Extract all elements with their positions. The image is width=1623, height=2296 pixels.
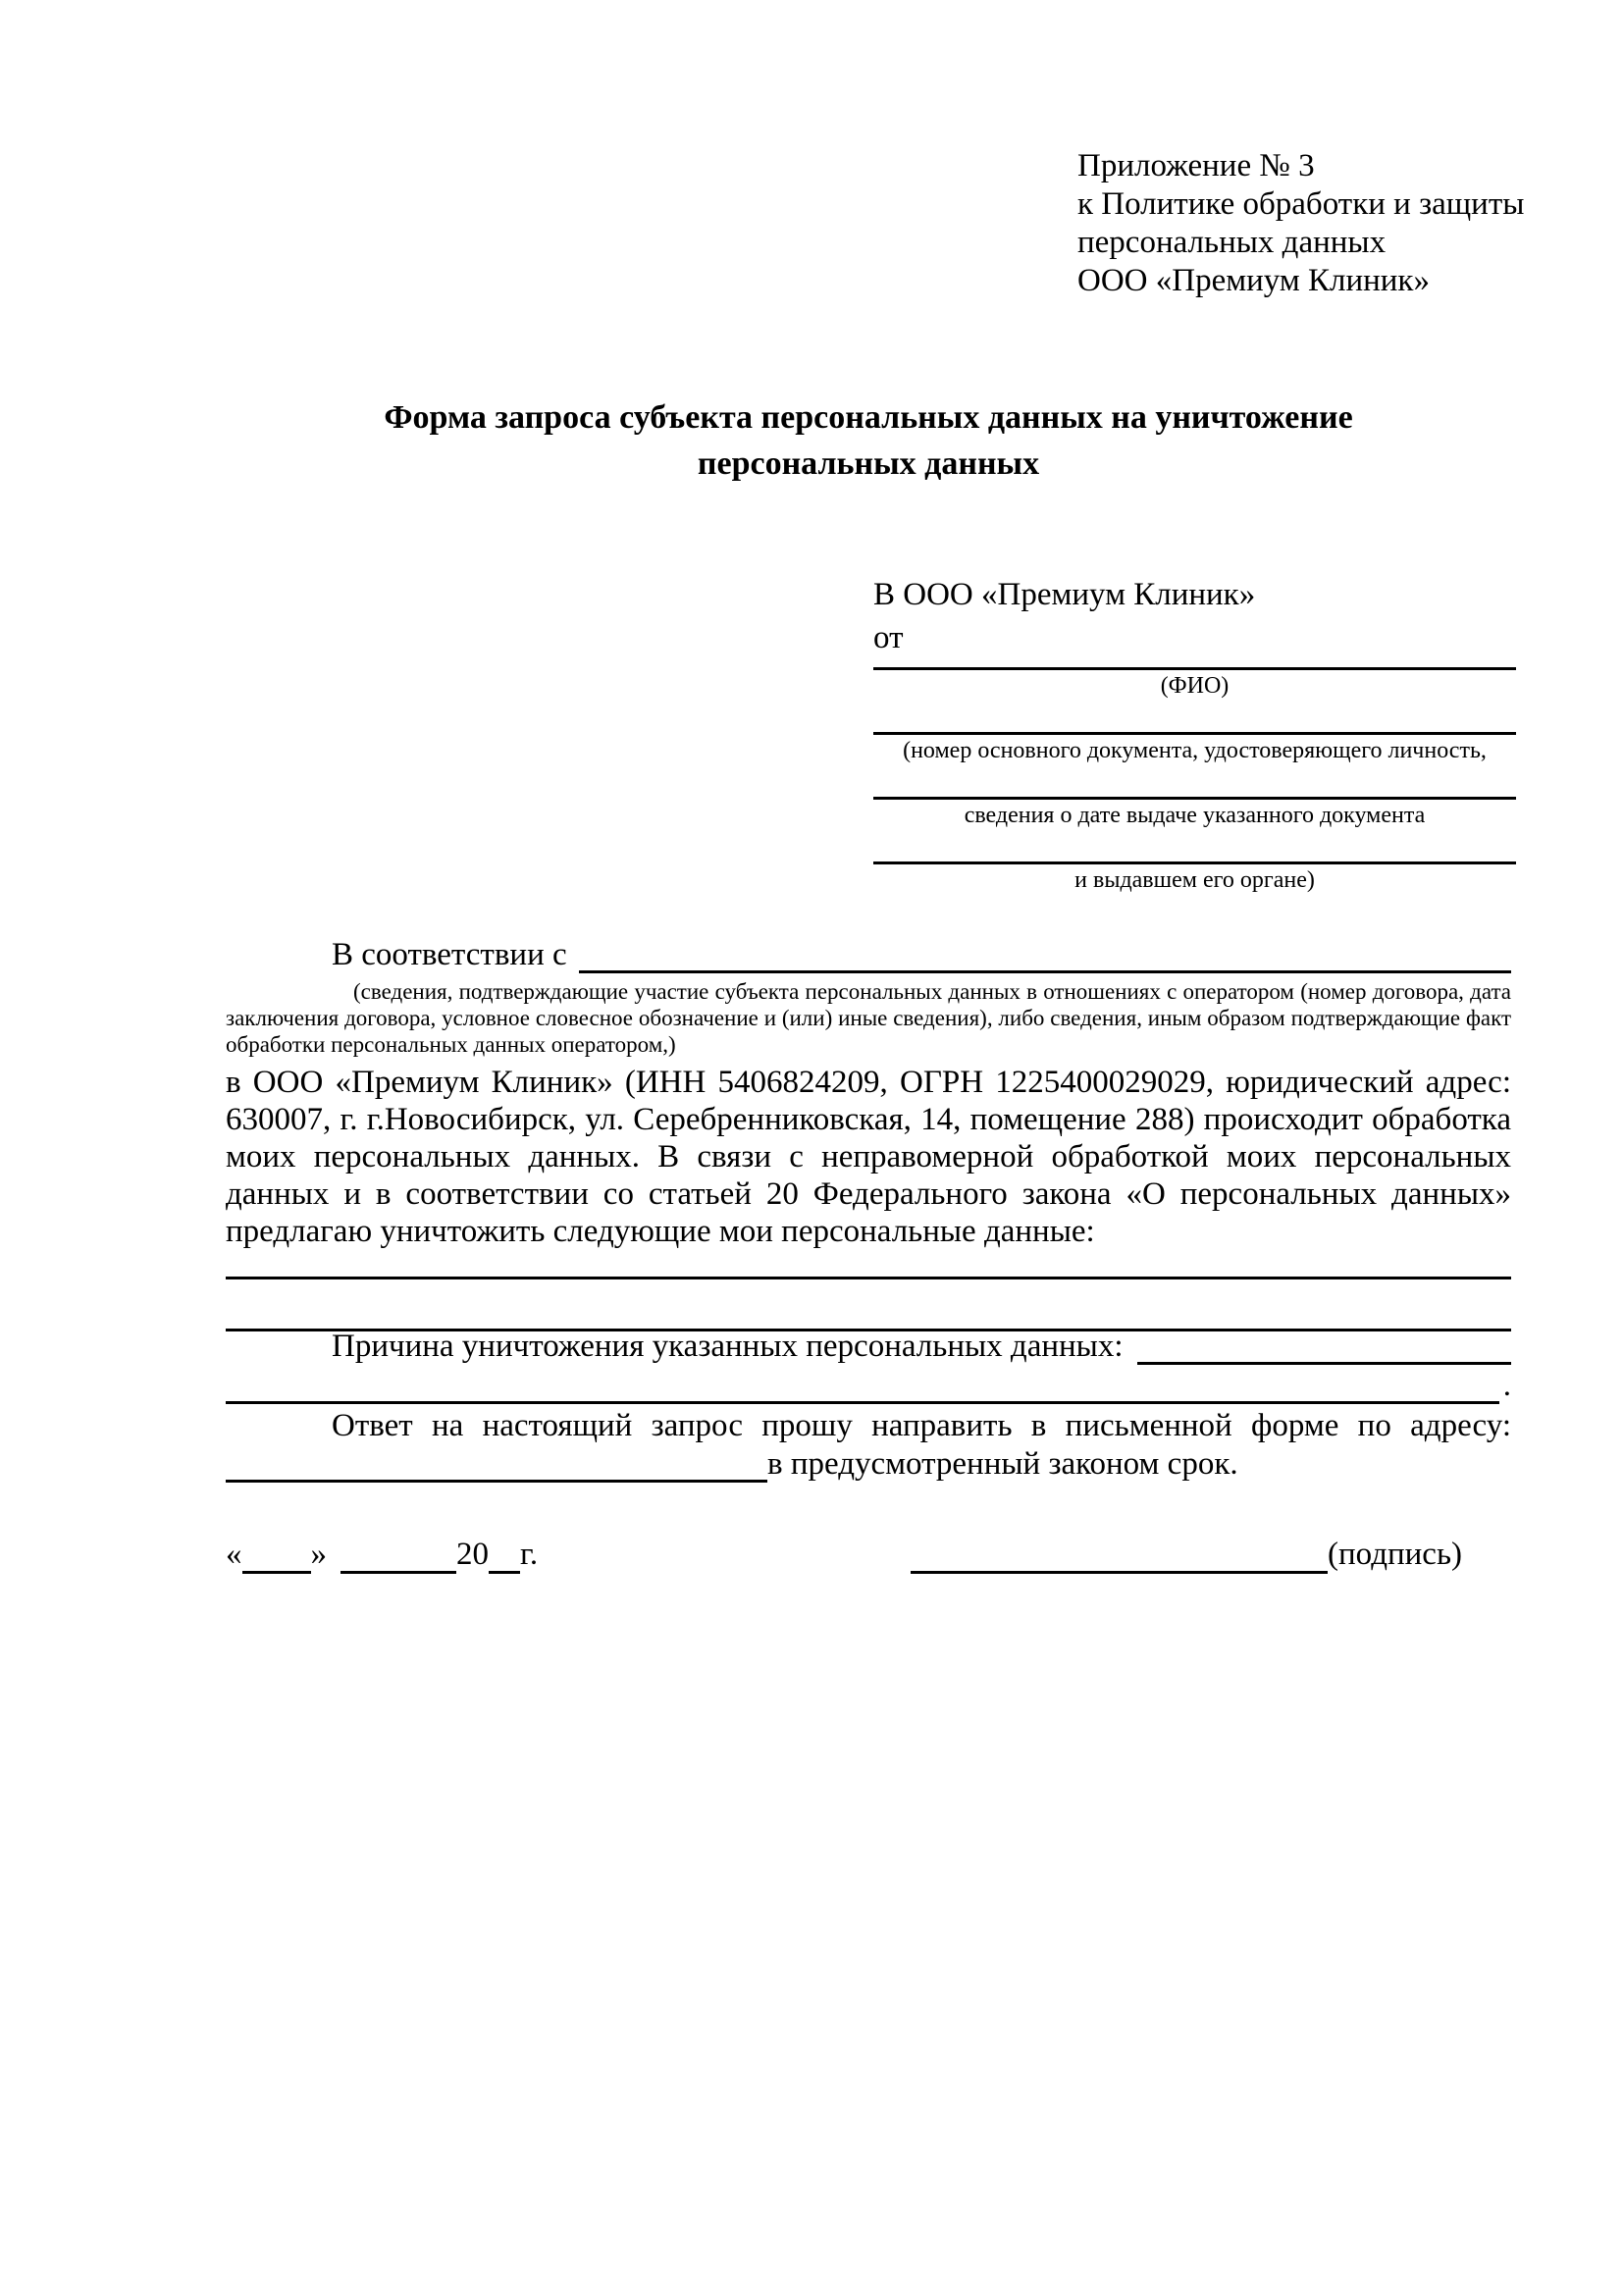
appendix-line-1: Приложение № 3 — [1077, 148, 1315, 183]
issue-date-field-line — [873, 797, 1516, 800]
reason-continuation-row — [226, 1365, 1511, 1404]
identity-document-caption: (номер основного документа, удостоверяющего личность, — [903, 738, 1487, 763]
open-quote: « — [226, 1537, 242, 1572]
reason-row — [226, 1331, 1511, 1365]
appendix-reference — [1077, 147, 1524, 300]
title-line-2: персональных данных — [697, 445, 1040, 482]
data-to-destroy-field-line-2 — [226, 1279, 1511, 1331]
sentence-period: . — [1502, 1368, 1511, 1403]
main-paragraph: в ООО «Премиум Клиник» (ИНН 5406824209, ОГРН 1225400029029, юридический адрес: 630007, г. г.Новосибирск, ул. Серебренниковская, 14, помещение 288) происходит обработка моих персональных данных. В связи с неправомерной обработкой моих персональных данных и в соответствии со статьей 20 Федерального закона «О персональных данных» предлагаю уничтожить следующие мои персональные данные: — [226, 1065, 1511, 1249]
year-field-line — [489, 1568, 520, 1574]
year-prefix: 20 — [456, 1537, 489, 1572]
reason-label: Причина уничтожения указанных персональных данных: — [332, 1329, 1124, 1364]
appendix-line-2: к Политике обработки и защиты — [1077, 186, 1525, 222]
reply-sentence: Ответ на настоящий запрос прошу направить в письменной форме по адресу: — [332, 1408, 1511, 1443]
close-quote: » — [310, 1537, 327, 1572]
addressee-from-label: от — [873, 620, 904, 655]
date-signature-row — [226, 1533, 1511, 1574]
year-suffix: г. — [520, 1537, 539, 1572]
issue-date-caption: сведения о дате выдаче указанного документа — [964, 803, 1426, 828]
document-title — [226, 394, 1511, 487]
title-line-1: Форма запроса субъекта персональных данных на уничтожение — [384, 399, 1353, 436]
issuing-authority-field-line — [873, 861, 1516, 864]
signature-line — [911, 1568, 1328, 1574]
appendix-line-4: ООО «Премиум Клиник» — [1077, 263, 1430, 298]
addressee-to: В ООО «Премиум Клиник» — [873, 577, 1256, 612]
fio-field-line — [873, 667, 1516, 670]
accordance-field-line — [579, 967, 1511, 973]
reply-tail: в предусмотренный законом срок. — [767, 1446, 1238, 1482]
signature-field — [911, 1535, 1462, 1574]
signature-caption: (подпись) — [1328, 1537, 1462, 1572]
month-field-line — [340, 1568, 456, 1574]
appendix-line-3: персональных данных — [1077, 225, 1387, 260]
addressee-block — [873, 573, 1516, 926]
reply-address-field-line — [226, 1477, 767, 1483]
day-field-line — [242, 1568, 311, 1574]
accordance-label: В соответствии с — [332, 937, 567, 972]
date-field — [226, 1535, 538, 1574]
body-section — [226, 932, 1511, 1483]
issuing-authority-caption: и выдавшем его органе) — [1074, 867, 1315, 893]
fio-caption: (ФИО) — [1160, 673, 1230, 699]
identity-document-field-line — [873, 732, 1516, 735]
accordance-note: (сведения, подтверждающие участие субъекта персональных данных в отношениях с оператором (номер договора, дата заключения договора, условное словесное обозначение и (или) иные сведения), либо сведения, иным образом подтверждающие факт обработки персональных данных оператором,) — [226, 979, 1511, 1057]
reason-field-line-2 — [226, 1398, 1499, 1404]
reason-field-line — [1137, 1359, 1511, 1365]
accordance-row — [226, 932, 1511, 973]
data-to-destroy-field-line-1 — [226, 1250, 1511, 1279]
reply-address-row — [226, 1445, 1511, 1483]
